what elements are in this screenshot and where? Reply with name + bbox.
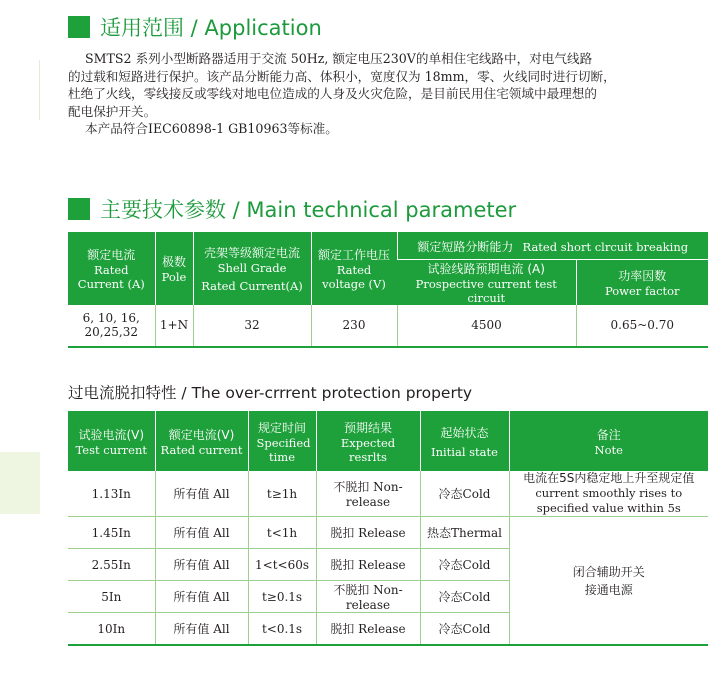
cell-state: 冷态Cold — [420, 613, 509, 646]
parameter-heading — [68, 194, 516, 224]
protection-property-table — [68, 411, 708, 646]
header-expected-results: 预期结果 Expected resrlts — [316, 411, 420, 471]
header-test-circuit-current: 试验线路预期电流 (A) Prospective current test circuit — [397, 259, 576, 305]
description-line: 配电保护开关。 — [68, 103, 157, 119]
cell-rated-current: 所有值 All — [155, 517, 248, 549]
description-line: SMTS2 系列小型断路器适用于交流 50Hz, 额定电压230V的单相住宅线路中，对电气线路 — [85, 51, 593, 66]
application-description — [68, 50, 708, 138]
header-specified-time: 规定时间 Specified time — [248, 411, 316, 471]
cell-result: 不脱扣 Non-release — [316, 471, 420, 517]
cell-time: t<1h — [248, 517, 316, 549]
cell-test-current: 1.45In — [68, 517, 155, 549]
cell-time: t≥1h — [248, 471, 316, 517]
header-pole: 极数 Pole — [155, 232, 193, 305]
cell-state: 冷态Cold — [420, 581, 509, 613]
cell-state: 冷态Cold — [420, 471, 509, 517]
cell-test-current: 5In — [68, 581, 155, 613]
cell-rated-current: 所有值 All — [155, 581, 248, 613]
cell-voltage: 230 — [311, 305, 397, 347]
header-rated-voltage: 额定工作电压 Rated voltage (V) — [311, 232, 397, 305]
table-row — [68, 305, 708, 347]
header-power-factor: 功率因数 Power factor — [576, 259, 708, 305]
cell-rated-current: 所有值 All — [155, 471, 248, 517]
cell-test-current: 1.13In — [68, 471, 155, 517]
cell-shell: 32 — [193, 305, 311, 347]
parameter-title: 主要技术参数 / Main technical parameter — [100, 198, 517, 222]
cell-time: 1<t<60s — [248, 549, 316, 581]
section-marker-icon — [68, 16, 90, 38]
protection-title: 过电流脱扣特性 / The over-crrrent protection property — [68, 384, 473, 402]
cell-result: 脱扣 Release — [316, 549, 420, 581]
standards-line: 本产品符合IEC60898-1 GB10963等标准。 — [85, 121, 338, 136]
cell-test-current: 4500 — [397, 305, 576, 347]
cell-note-merged: 闭合辅助开关 接通电源 — [509, 517, 708, 646]
application-heading — [68, 12, 322, 42]
cell-note: 电流在5S内稳定地上升至规定值 current smoothly rises to specified value within 5s — [509, 471, 708, 517]
sidebar-tint — [0, 452, 40, 514]
header-breaking-capacity: 额定短路分断能力 Rated short clrcuit breaking — [397, 232, 708, 259]
cell-result: 不脱扣 Non-release — [316, 581, 420, 613]
cell-result: 脱扣 Release — [316, 517, 420, 549]
header-test-current: 试验电流(V) Test current — [68, 411, 155, 471]
cell-rated-current: 所有值 All — [155, 613, 248, 646]
cell-rated-current: 所有值 All — [155, 549, 248, 581]
cell-state: 热态Thermal — [420, 517, 509, 549]
cell-test-current: 10In — [68, 613, 155, 646]
header-rated-current: 额定电流(V) Rated current — [155, 411, 248, 471]
description-line: 杜绝了火线，零线接反或零线对地电位造成的人身及火灾危险，是目前民用住宅领域中最理想的 — [68, 86, 597, 101]
cell-result: 脱扣 Release — [316, 613, 420, 646]
header-shell-grade: 壳架等级额定电流 Shell Grade Rated Current(A) — [193, 232, 311, 305]
technical-parameter-table — [68, 232, 708, 348]
cell-state: 冷态Cold — [420, 549, 509, 581]
table-row — [68, 517, 708, 549]
margin-divider — [39, 60, 40, 120]
header-initial-state: 起始状态 Initial state — [420, 411, 509, 471]
section-marker-icon — [68, 198, 90, 220]
cell-pole: 1+N — [155, 305, 193, 347]
cell-rated-current: 6, 10, 16, 20,25,32 — [68, 305, 155, 347]
cell-test-current: 2.55In — [68, 549, 155, 581]
cell-time: t≥0.1s — [248, 581, 316, 613]
application-title: 适用范围 / Application — [100, 16, 322, 40]
header-rated-current: 额定电流 Rated Current (A) — [68, 232, 155, 305]
header-note: 备注 Note — [509, 411, 708, 471]
cell-time: t<0.1s — [248, 613, 316, 646]
table-row — [68, 471, 708, 517]
cell-power-factor: 0.65~0.70 — [576, 305, 708, 347]
description-line: 的过载和短路进行保护。该产品分断能力高、体积小，宽度仅为 18mm，零、火线同时进行切断， — [68, 68, 616, 84]
